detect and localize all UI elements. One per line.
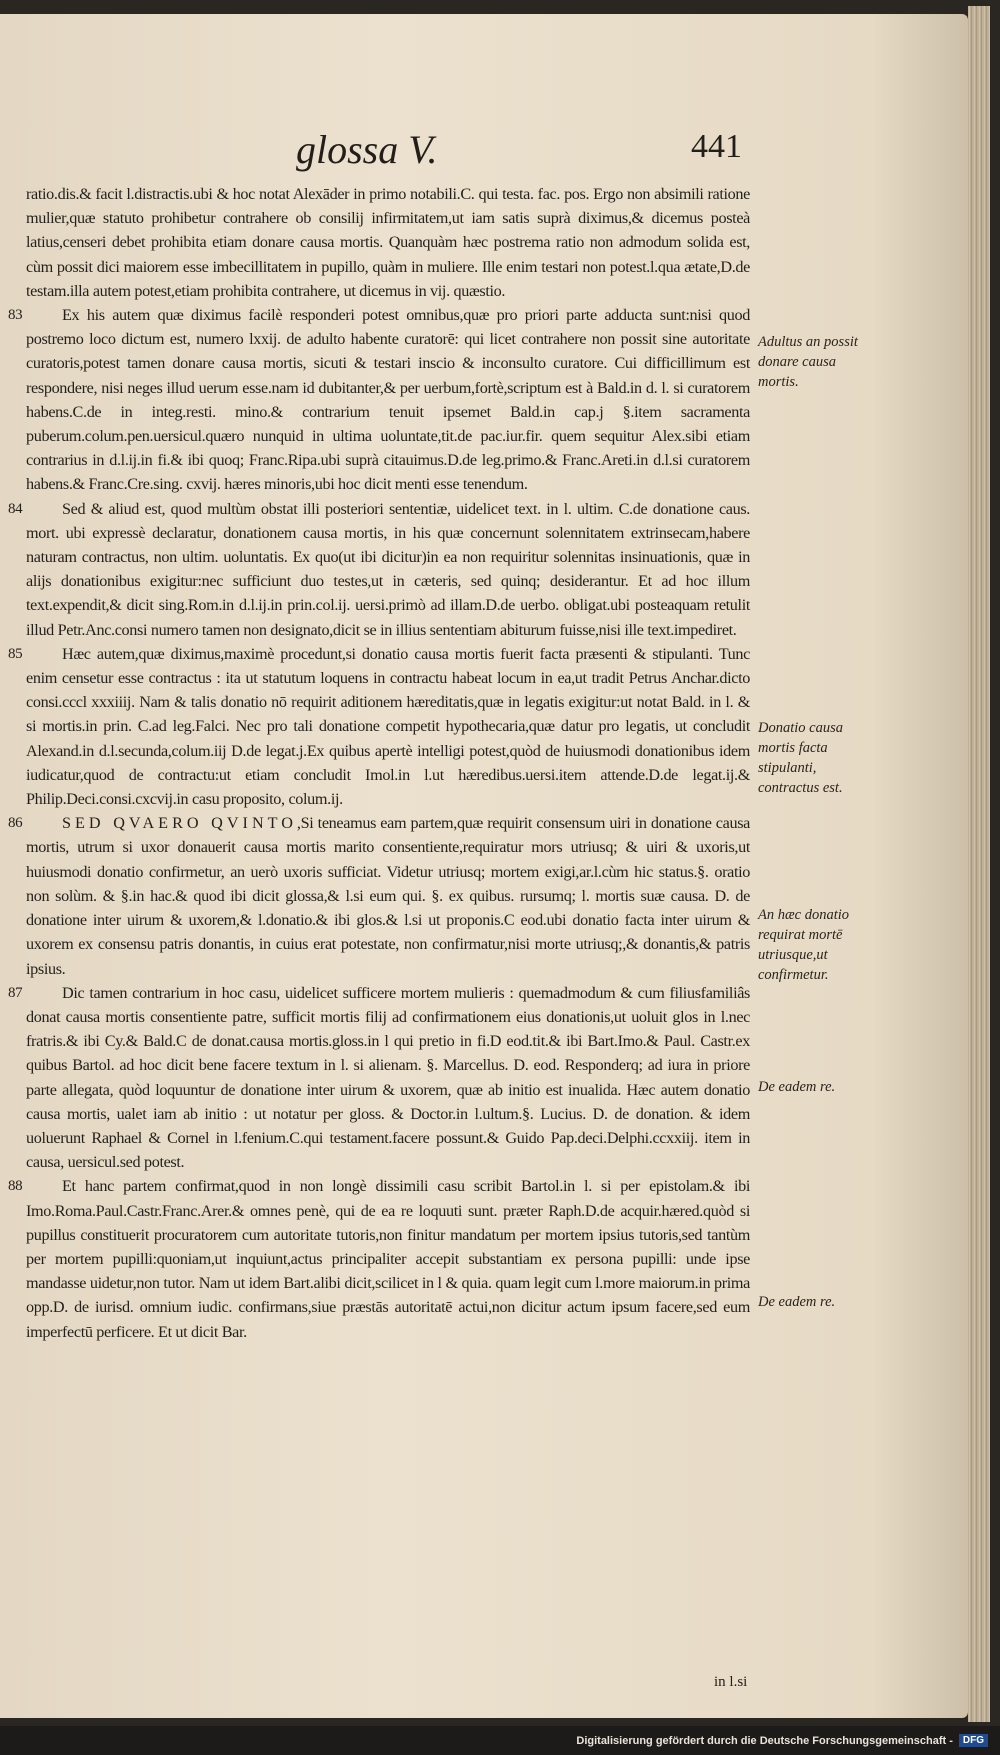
paragraph-number: 85 <box>8 645 23 662</box>
paragraph <box>8 1174 750 1343</box>
marginal-note: De eadem re. <box>758 1079 836 1095</box>
section-lead: SED QVAERO QVINTO <box>62 814 297 833</box>
paragraph-text: ratio.dis.& facit l.distractis.ubi & hoc notat Alexāder in primo notabili.C. qui testa. fac. pos. Ergo non absimili ratione mulier,quæ statuto prohibetur contrahere ob consilij infirmitatem,ut iam satis suprà diximus,& dicemus posteà latius,censeri debet prohibita etiam donare causa mortis. Quanquàm hæc postrema ratio non admodum solida est, cùm possit dici maiorem esse imbecillitatem in pupillo, quàm in muliere. Ille enim testari non potest.l.qua ætate,D.de testam.illa autem potest,etiam prohibita contrahere, ut dicemus in vij. quæstio. <box>26 185 750 300</box>
paragraph-number: 88 <box>8 1178 23 1195</box>
paragraph <box>8 642 750 811</box>
marginal-note: Adultus an possit donare causa mortis. <box>758 334 858 390</box>
dfg-logo-icon: DFG <box>959 1734 988 1747</box>
paragraph-text <box>26 811 750 980</box>
catchword: in l.si <box>714 1674 748 1690</box>
marginal-note: De eadem re. <box>758 1294 836 1310</box>
page-edge <box>968 6 990 1722</box>
paragraph-text: Et hanc partem confirmat,quod in non longè dissimili casu scribit Bartol.in l. si per epistolam.& ibi Imo.Roma.Paul.Castr.Franc.Arer.& omnes penè, qui de ea re loquuti sunt. præter Raph.D.de acquir.hæred.quòd si pupillus constituerit procuratorem cum autoritate tutoris,non finitur mandatum per mortem ipsius tutoris,sed tantùm per mortem pupilli:quoniam,ut inquiunt,actus principaliter accepit substantiam ex persona pupilli: unde ipse mandasse uidetur,non tutor. Nam ut idem Bart.alibi dicit,scilicet in l & quia. quam legit cum l.more maiorum.in prima opp.D. de iurisd. omnium iudic. confirmans,siue præstās autoritatē actui,non dicitur actum ipsum facere,sed eum imperfectū perficere. Et ut dicit Bar. <box>26 1177 750 1341</box>
marginal-note: Donatio causa mortis facta stipulanti, contractus est. <box>758 720 843 796</box>
running-title: glossa V. <box>296 127 438 172</box>
paragraph <box>8 497 750 642</box>
footer-credit: Digitalisierung gefördert durch die Deutsche Forschungsgemeinschaft - <box>576 1734 953 1747</box>
paragraph <box>8 303 750 497</box>
paragraph-number: 83 <box>8 307 23 324</box>
paragraph-text: Dic tamen contrarium in hoc casu, uidelicet sufficere mortem mulieris : quemadmodum & cum filiusfamiliâs donat causa mortis consentiente patre, sufficit mortis filij ad confirmationem eius donationis,ut uoluit glos in l.nec fratris.& ibi Cy.& Bald.C de donat.causa mortis.gloss.in l qui pretio in fi.D eod.tit.& ibi Bart.Imo.& Paul. Castr.ex quibus Bartol. ad hoc dicit bene facere textum in l. si alienam. §. Marcellus. D. eod. Responderq; ad iura in priore parte allegata, quòd loquuntur de donatione inter uirum & uxorem, quæ ab initio est inualida. Hæc autem donatio causa mortis, ualet iam ab initio : ut notatur per gloss. & Doctor.in l.ultum.§. Lucius. D. de donation. & idem uoluerunt Raphael & Cornel in l.fenium.C.qui testament.facere possunt.& Guido Pap.deci.Delphi.ccxxiij. item in causa, uersicul.sed potest. <box>26 983 750 1172</box>
paragraph-body: ,Si teneamus eam partem,quæ requirit consensum uiri in donatione causa mortis, utrum si uxor donauerit causa mortis marito consentiente,requiratur mors utriusq; & uiri & uxoris,ut huiusmodi donatio confirmetur, an uerò uxoris sufficiat. Videtur utriusq; mortem exigi,ar.l.cùm hic status.§. oratio non solùm. & §.in hac.& quod ibi dicit glossa,& l.si eum qui. §. ex quibus. rursumq; l. mortis suæ causa. D. de donatione inter uirum & uxorem,& l.donatio.& ibi glos.& l.si ut proponis.C eod.ubi donatio facta inter uirum & uxorem ex consensu patris donantis, in cuius erat potestate, non confirmatur,nisi morte utriusq;,& donantis,& patris ipsius. <box>26 814 751 978</box>
paragraph-text: Sed & aliud est, quod multùm obstat illi posteriori sententiæ, uidelicet text. in l. ultim. C.de donatione caus. mort. ubi expressè declaratur, donationem causa mortis, in his quæ concernunt solennitatem extrinsecam,habere naturam contractus, non ultim. uoluntatis. Ex quo(ut ibi dicitur)in ea non requiritur solennitas insinuationis, quæ in alijs donationibus exigitur:nec sufficiunt duo testes,ut in cæteris, sed quinq; desiderantur. Et ad hoc illum text.expendit,& dicit sing.Rom.in d.l.ij.in prin.col.ij. uersi.primò ad illam.D.de uerbo. obligat.ubi posteaquam retulit illud Petr.Anc.consi numero tamen non designato,dicit se in illius sententiam abiturum fuisse,nisi ille text.impediret. <box>26 499 750 639</box>
paragraph <box>26 182 750 303</box>
paragraph <box>8 981 750 1175</box>
marginal-note: An hæc donatio requirat mortē utriusque,ut confirmetur. <box>758 907 850 983</box>
paragraph-number: 84 <box>8 500 23 517</box>
page-header <box>296 126 756 170</box>
paragraph-text: Ex his autem quæ diximus facilè responderi potest omnibus,quæ pro priori parte adducta sunt:nisi quod postremo loco dictum est, numero lxxij. de adulto habente curatorē: qui licet contrahere non possit sine autoritate curatoris,potest tamen donare causa mortis, sicuti & testari inscio & inconsulto curatore. Cui difficillimum est respondere, nisi neges illud uerum esse.nam id dubitanter,& per uerbum,fortè,scriptum est à Bald.in d. l. si curatorem habens.C.de in integ.resti. mino.& contrarium tenuit ipsemet Bald.in cap.j §.item sacramenta puberum.colum.pen.uersicul.quæro nunquid in ultima uoluntate,tit.de pac.iur.fir. quem sequitur Alex.sibi etiam contrarius in d.l.ij.in fi.& ibi quoq; Franc.Ripa.ubi suprà citauimus.D.de leg.primo.& Franc.Areti.in d.l.si curatorem habens.& Franc.Cre.sing. cxvij. hæres minoris,ubi hoc dicit menti esse tenendum. <box>26 306 750 494</box>
main-text-column <box>8 182 751 1344</box>
paragraph <box>8 811 751 980</box>
paragraph-text: Hæc autem,quæ diximus,maximè procedunt,si donatio causa mortis fuerit facta præsenti & stipulanti. Tunc enim censetur esse contractus : ita ut statutum loquens in contractu habeat locum in ea,ut tradit Petrus Anchar.dicto consi.cccl xxxiiij. Nam & talis donatio nō requirit aditionem hæreditatis,quæ in legatis exigitur:ut notat Bald. in l. & si mortis.in prin. C.ad leg.Falci. Nec pro tali donatione competit hypothecaria,quæ datur pro legatis, ut concludit Alexand.in d.l.secunda,colum.iij D.de legat.j.Ex quibus apertè intelligi potest,quòd de huiusmodi donationibus idem iudicatur,quod de contractu:ut etiam concludit Imol.in l.ut hæredibus.uersi.item attende.D.de legat.ij.& Philip.Deci.consi.cxcvij.in casu proposito, colum.ij. <box>26 644 750 809</box>
folio-number: 441 <box>691 128 742 165</box>
paragraph-number: 87 <box>8 984 23 1001</box>
paragraph-number: 86 <box>8 815 23 832</box>
digitization-footer <box>0 1726 1000 1755</box>
